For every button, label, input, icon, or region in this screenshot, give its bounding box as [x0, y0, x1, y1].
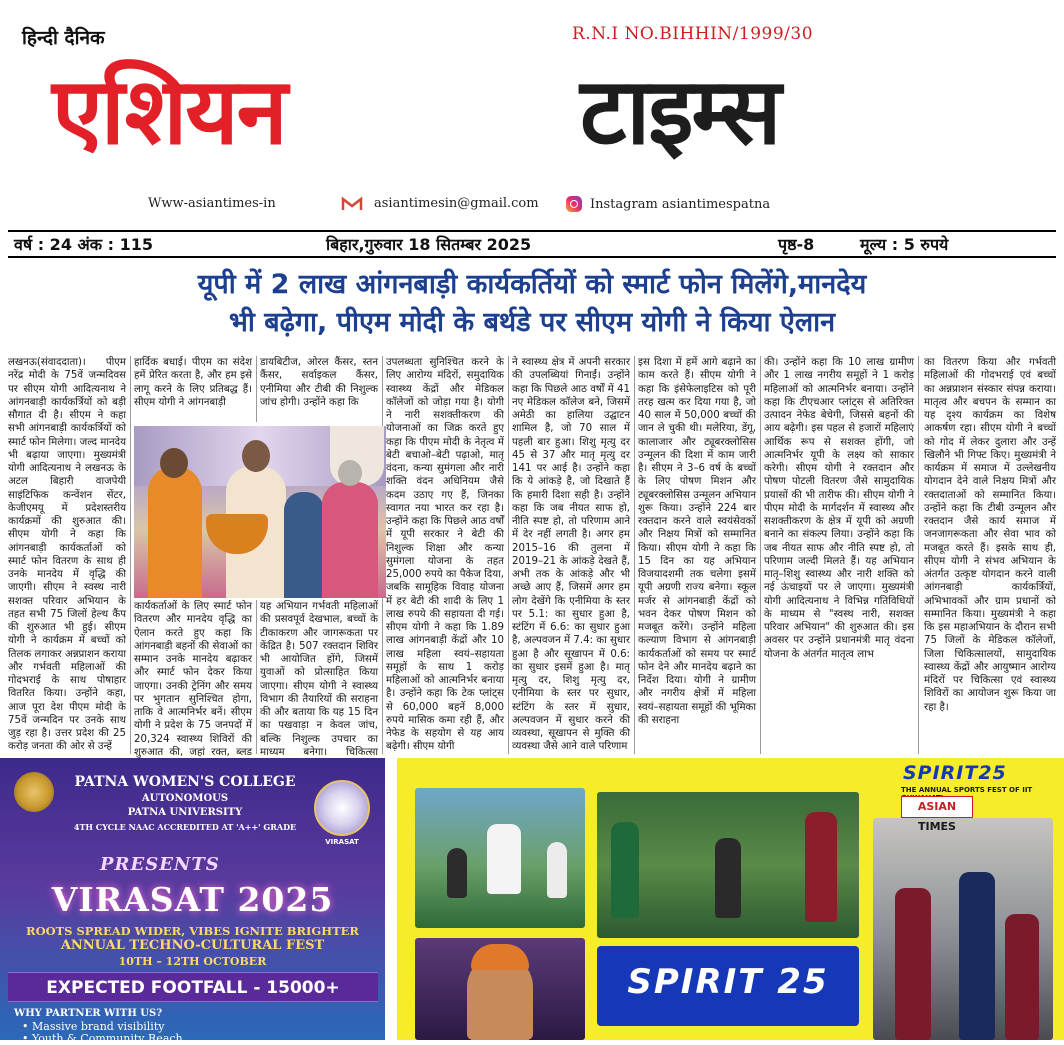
spirit25-advertisement[interactable] [397, 758, 1064, 1040]
photo-player [547, 842, 567, 898]
photo-figure [242, 440, 270, 472]
publication-date: बिहार,गुरुवार 18 सितम्बर 2025 [326, 235, 532, 254]
college-university: PATNA UNIVERSITY [127, 807, 243, 818]
fest-type: ANNUAL TECHNO-CULTURAL FEST [60, 938, 325, 953]
issue-number: वर्ष : 24 अंक : 115 [14, 235, 153, 254]
column-divider [130, 356, 131, 754]
college-seal-icon [14, 772, 54, 812]
partner-bullet: • Massive brand visibility [22, 1020, 165, 1033]
football-photo [415, 788, 585, 928]
price: मूल्य : 5 रुपये [860, 235, 949, 254]
partner-bullet: • Youth & Community Reach [22, 1032, 183, 1045]
instagram-icon [566, 196, 582, 212]
logo-word-black: टाइम्स [580, 58, 780, 165]
hockey-photo [597, 792, 859, 938]
paper-type-label: हिन्दी दैनिक [22, 27, 105, 49]
photo-figure [160, 448, 188, 478]
article-column-1: लखनऊ(संवाददाता)। पीएम नरेंद्र मोदी के 75वें जन्मदिवस पर सीएम योगी आदित्यनाथ ने आंगनबाड़ी कार्यकर्त्रियों को बड़ी सौगात दी है। सीएम ने कहा सभी आंगनबाड़ी कार्यकर्त्रियों को स्मार्ट फोन मिलेगा। जल्द मानदेय भी बढ़ाया जाएगा। मुख्यमंत्री योगी आदित्यनाथ ने लखनऊ के अटल बिहारी वाजपेयी साइंटिफिक कन्वेंशन सेंटर, केजीएमयू में प्रदेशस्तरीय कार्यक्रमों की शुरुआत की। सीएम योगी ने कहा कि आंगनबाड़ी कार्यकर्ताओं को स्मार्ट फोन वितरण के साथ ही उनके मानदेय में वृद्धि की जाएगी। सीएम ने स्वस्थ नारी सशक्त परिवार अभियान के तहत सभी 75 जिलों हेल्थ कैंप की शुरुआत भी हुई। सीएम योगी ने कार्यक्रम में बच्चों को तिलक लगाकर अन्नप्राशन कराया और गर्भवती महिलाओं की गोदभराई के साथ पोषाहार वितरित किया। उन्होंने कहा, आज पूरा देश पीएम मोदी के 75वें जन्मदिन पर उनके साथ जुड़ रहा है। उत्तर प्रदेश की 25 करोड़ जनता की ओर से उन्हें [8, 357, 126, 753]
media-partner-word-black: TIMES [918, 820, 956, 833]
photo-player [895, 888, 931, 1040]
media-partner-badge [901, 796, 973, 833]
college-naac: 4TH CYCLE NAAC ACCREDITED AT 'A++' GRADE [73, 822, 297, 832]
column-divider [760, 356, 761, 754]
college-name: PATNA WOMEN'S COLLEGE [74, 774, 296, 790]
instagram-handle[interactable]: Instagram asiantimespatna [590, 196, 771, 212]
column-divider [256, 356, 257, 422]
footfall-banner: EXPECTED FOOTFALL - 15000+ [8, 972, 378, 1002]
article-column-3-bottom: यह अभियान गर्भवती महिलाओं की प्रसवपूर्व देखभाल, बच्चों के टीकाकरण और जागरूकता पर केंद्रित है। 507 रक्तदान शिविर भी आयोजित होंगे, जिसमें युवाओं को प्रोत्साहित किया जाएगा। सीएम योगी ने स्वास्थ्य विभाग की तैयारियों की सराहना की और बताया कि यह 15 दिन का पखवाड़ा न केवल जांच, बल्कि निशुल्क उपचार का माध्यम बनेगा। चिकित्सा [260, 601, 378, 758]
mail-icon [342, 197, 364, 211]
photo-player [1005, 914, 1039, 1040]
rni-number: R.N.I NO.BIHHIN/1999/30 [572, 24, 814, 44]
virasat-badge-label: VIRASAT [325, 838, 359, 846]
email-address[interactable]: asiantimesin@gmail.com [374, 196, 539, 211]
page-number: पृष्ठ-8 [778, 235, 815, 254]
photo-figure [338, 460, 362, 486]
column-divider [508, 356, 509, 754]
basketball-photo [873, 818, 1053, 1040]
headline-line-2: भी बढ़ेगा, पीएम मोदी के बर्थडे पर सीएम योगी ने किया ऐलान [228, 307, 836, 338]
fest-tagline: ROOTS SPREAD WIDER, VIBES IGNITE BRIGHTER [26, 924, 359, 938]
logo-word-red: एशियन [52, 58, 286, 165]
article-column-2-top: हार्दिक बधाई। पीएम का संदेश हमें प्रेरित करता है, और हम इसे लागू करने के लिए प्रतिबद्ध हैं। सीएम योगी ने आंगनबाड़ी [134, 357, 252, 408]
article-column-4: उपलब्धता सुनिश्चित करने के लिए आरोग्य मंदिरों, समुदायिक स्वास्थ्य केंद्रों और मेडिकल कॉलेजों को जोड़ा गया है। योगी ने नारी सशक्तीकरण की योजनाओं का जिक्र करते हुए कहा कि पीएम मोदी के नेतृत्व में बेटी बचाओ–बेटी पढ़ाओ, मातृ वंदना, कन्या सुमंगला और नारी शक्ति वंदन अधिनियम जैसे कदम उठाए गए हैं, जिनका स्वागत नया भारत कर रहा है। उन्होंने कहा कि पिछले आठ वर्षों में यूपी सरकार ने बेटी की निशुल्क शिक्षा और कन्या सुमंगला योजना के तहत 25,000 रुपये का पैकेज दिया, जबकि सामूहिक विवाह योजना में हर बेटी की शादी के लिए 1 लाख रुपये की सहायता दी गई। सीएम योगी ने कहा कि 1.89 लाख आंगनबाड़ी केंद्रों और 10 लाख महिला स्वयं–सहायता समूहों के साथ 1 करोड़ महिलाओं को आत्मनिर्भर बनाया है। उन्होंने कहा कि टेक प्लांट्स से 60,000 बहनें 8,000 रुपये मासिक कमा रही हैं, और नेफेड के सहयोग से यह आय बढ़ेगी। सीएम योगी [386, 357, 504, 753]
partner-bullet-text: Massive brand visibility [32, 1020, 165, 1033]
instagram-contact[interactable] [566, 196, 770, 212]
virasat-advertisement[interactable] [0, 758, 385, 1045]
email-contact[interactable] [342, 196, 539, 211]
main-headline [8, 266, 1056, 342]
masthead [0, 0, 1064, 228]
photo-turban [471, 944, 529, 970]
article-column-8: का वितरण किया और गर्भवती महिलाओं की गोदभराई एवं बच्चों का अन्नप्राशन संस्कार संपन्न कराया। मातृत्व और बचपन के सम्मान का यह दृश्य कार्यक्रम का विशेष आकर्षण रहा। सीएम योगी ने बच्चों को गोद में लेकर दुलारा और उन्हें खिलौने भी गिफ्ट किए। मुख्यमंत्री ने कार्यक्रम में समाज में उल्लेखनीय योगदान देने वाले निक्षय मित्रों और रक्तदाताओं को सम्मानित किया। उन्होंने कहा कि टीबी उन्मूलन और रक्तदान जैसे कार्य समाज में जनजागरूकता और सेवा भाव को मजबूत करते हैं। इसके साथ ही, सीएम योगी ने संभव अभियान के अंतर्गत उत्कृष्ट योगदान करने वाली आंगनबाड़ी कार्यकर्त्रियों, अभिभावकों और ग्राम प्रधानों को सम्मानित किया। मुख्यमंत्री ने कहा कि इस महाअभियान के दौरान सभी 75 जिलों के मेडिकल कॉलेजों, जिला चिकित्सालयों, सामुदायिक स्वास्थ्य केंद्रों और आयुष्मान आरोग्य मंदिरों पर चिकित्सा एवं स्वास्थ्य शिविरों का आयोजन शुरू किया जा रहा है। [924, 357, 1056, 713]
article-column-6: इस दिशा में हमें आगे बढ़ाने का काम करते हैं। सीएम योगी ने कहा कि इंसेफेलाइटिस को पूरी तरह खत्म कर दिया गया है, जो 40 साल में 50,000 बच्चों की जान ले चुकी थी। मलेरिया, डेंगू, कालाजार और ट्यूबरक्लोसिस उन्मूलन की दिशा में काम जारी है। सीएम ने 3–6 वर्ष के बच्चों के लिए पोषण मिशन और ट्यूबरक्लोसिस उन्मूलन अभियान शुरू किया। उन्होंने 224 बार रक्तदान करने वाले स्वयंसेवकों और निक्षय मित्रों को सम्मानित किया। सीएम योगी ने कहा कि 15 दिन का यह अभियान विजयादशमी तक चलेगा इसमें यूपी अग्रणी राज्य बनेगा। स्कूल मर्जर से आंगनबाड़ी केंद्रों को भवन देकर पोषण मिशन को मजबूत करेंगे। उन्होंने महिला कल्याण विभाग से आंगनबाड़ी कार्यकर्ताओं को समय पर स्मार्ट फोन देने और मानदेय बढ़ाने का निर्देश दिया। योगी ने ग्रामीण और नगरीय क्षेत्रों में महिला स्वयं–सहायता समूहों की भूमिका की सराहना [638, 357, 756, 726]
college-autonomous: AUTONOMOUS [141, 793, 229, 804]
column-divider [256, 600, 257, 754]
presents-label: PRESENTS [100, 854, 220, 875]
college-details [60, 792, 310, 834]
photo-player [959, 872, 995, 1040]
article-column-2-bottom: कार्यकर्ताओं के लिए स्मार्ट फोन वितरण और मानदेय वृद्धि का ऐलान करते हुए कहा कि आंगनबाड़ी बहनों की सेवाओं का सम्मान उनके मानदेय बढ़ाकर और स्मार्ट फोन देकर किया जाएगा। उनकी ट्रेनिंग और समय पर भुगतान सुनिश्चित होगा, ताकि वे आत्मनिर्भर बनें। सीएम योगी ने प्रदेश के 75 जनपदों में 20,324 स्वास्थ्य शिविरों की शुरुआत की, जहां रक्त, ब्लड [134, 601, 252, 758]
dateline-bar [8, 230, 1056, 258]
article-column-3-top: डायबिटीज, ओरल कैंसर, स्तन कैंसर, सर्वाइकल कैंसर, एनीमिया और टीबी की निशुल्क जांच होगी। उन्होंने कहा कि [260, 357, 378, 408]
spirit-logo-subtitle: THE ANNUAL SPORTS FEST OF IIT [901, 786, 1033, 794]
photo-player [715, 838, 741, 918]
photo-player [487, 824, 521, 894]
spirit-logo: SPIRIT25 [903, 762, 1007, 784]
article-column-7: की। उन्होंने कहा कि 10 लाख ग्रामीण और 1 लाख नगरीय समूहों ने 1 करोड़ महिलाओं को आत्मनिर्भर बनाया। उन्होंने कहा कि टीएचआर प्लांट्स से अतिरिक्त उत्पादन नेफेड बेचेगी, जिससे बहनों की आय बढ़ेगी। इस पहल से हजारों महिलाएं आर्थिक रूप से सशक्त होंगी, जो आत्मनिर्भर यूपी के लक्ष्य को साकार करेगी। सीएम योगी ने रक्तदान और पोषण पोटली वितरण जैसे सामुदायिक प्रयासों की भी तारीफ की। सीएम योगी ने पीएम मोदी के मार्गदर्शन में स्वास्थ्य और सशक्तीकरण के क्षेत्र में यूपी को अग्रणी बनाने का संकल्प लिया। उन्होंने कहा कि जब नीयत साफ और नीति स्पष्ट हो, तो परिणाम जल्दी मिलते हैं। यह अभियान मातृ–शिशु स्वास्थ्य और नारी शक्ति को नई ऊंचाइयों पर ले जाएगा। मुख्यमंत्री योगी आदित्यनाथ ने विभिन्न गतिविधियों के माध्यम से "स्वस्थ नारी, सशक्त परिवार अभियान" की शुरुआत की। इस अवसर पर उन्होंने प्रधानमंत्री मातृ वंदना योजना के अंतर्गत मातृत्व लाभ [764, 357, 914, 660]
spirit-banner-text: SPIRIT 25 [627, 962, 829, 1002]
photo-player [805, 812, 837, 922]
partner-heading: WHY PARTNER WITH US? [14, 1008, 163, 1019]
column-divider [634, 356, 635, 754]
column-divider [918, 356, 919, 754]
photo-player [447, 848, 467, 898]
media-partner-word-red: ASIAN [917, 800, 957, 813]
fest-dates: 10TH – 12TH OCTOBER [118, 955, 267, 968]
article-column-5: ने स्वास्थ्य क्षेत्र में अपनी सरकार की उपलब्धियां गिनाईं। उन्होंने कहा कि पिछले आठ वर्षों में 41 नए मेडिकल कॉलेज बने, जिसमें अमेठी का हालिया उद्घाटन शामिल है, जो 70 साल में पहली बार हुआ। शिशु मृत्यु दर 45 से 37 और मातृ मृत्यु दर 141 पर आई है। उन्होंने कहा कि ये आंकड़े है, जो दिखाते हैं कि हमारी दिशा सही है। उन्होंने कहा कि जब नीयत साफ हो, नीति स्पष्ट हो, तो परिणाम आने में देर नहीं लगती है। अगर हम 2015–16 की तुलना में 2019–21 के आंकड़े देखते हैं, अभी तक के आंकड़े और भी अच्छे आए हैं, जिसमें अगर हम लोग देखेंगे कि एनीमिया के स्तर पर 5.1: का सुधार हुआ है, स्टंटिंग में 6.6: का सुधार हुआ है, अल्पवजन में 7.4: का सुधार हुआ है और सूखापन में 0.6: का सुधार इसमें हुआ है। मातृ मृत्यु दर, शिशु मृत्यु दर, एनीमिया के स्तर पर सुधार, स्टंटिंग के स्तर में सुधार, अल्पवजन में सुधार करने की व्यवस्था, सूखापन से मुक्ति की व्यवस्था जैसे आने वाले परिणाम [512, 357, 630, 753]
article-body [8, 356, 1056, 758]
news-photo [134, 426, 386, 598]
fest-title: VIRASAT 2025 [51, 880, 334, 919]
headline-line-1: यूपी में 2 लाख आंगनबाड़ी कार्यकर्तियों को स्मार्ट फोन मिलेंगे,मानदेय [197, 269, 867, 300]
performer-photo [415, 938, 585, 1040]
website-link[interactable]: Www-asiantimes-in [148, 196, 276, 211]
photo-player [611, 822, 639, 918]
photo-figure [148, 466, 202, 598]
photo-figure [322, 482, 378, 598]
virasat-badge-icon [314, 780, 370, 836]
partner-bullet-text: Youth & Community Reach [32, 1032, 183, 1045]
photo-figure [284, 492, 324, 598]
